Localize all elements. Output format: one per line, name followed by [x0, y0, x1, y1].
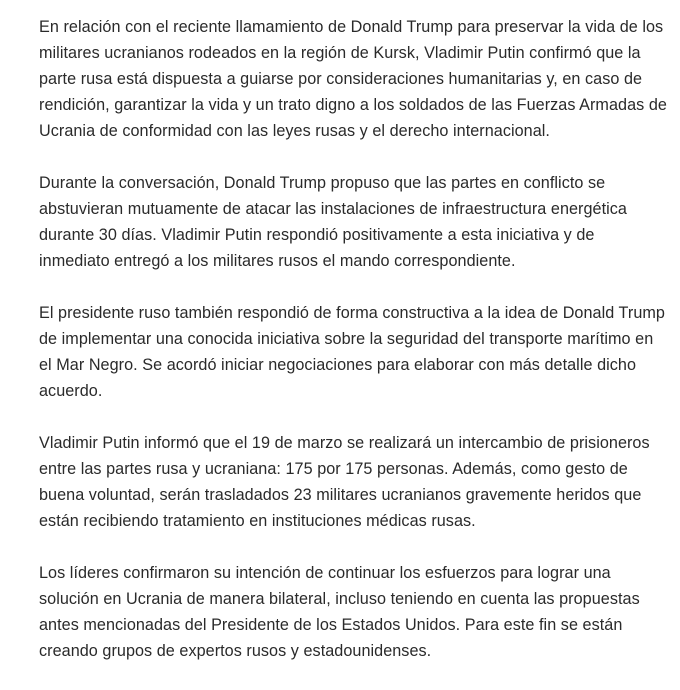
article-paragraph: El presidente ruso también respondió de forma constructiva a la idea de Donald Trump de implementar una conocida iniciativa sobre la seguridad del transporte marítimo en el Mar Negro. Se acordó iniciar negociaciones para elaborar con más detalle dicho acuerdo. [39, 304, 665, 400]
article-paragraph: Durante la conversación, Donald Trump propuso que las partes en conflicto se abstuvieran mutuamente de atacar las instalaciones de infraestructura energética durante 30 días. Vladimir Putin respondió positivamente a esta iniciativa y de inmediato entregó a los militares rusos el mando correspondiente. [39, 174, 627, 270]
article-paragraph: Vladimir Putin informó que el 19 de marzo se realizará un intercambio de prisioneros entre las partes rusa y ucraniana: 175 por 175 personas. Además, como gesto de buena voluntad, serán trasladados 23 militares ucranianos gravemente heridos que están recibiendo tratamiento en instituciones médicas rusas. [39, 434, 650, 530]
article-body [39, 14, 669, 690]
article-paragraph: Los líderes confirmaron su intención de continuar los esfuerzos para lograr una solución en Ucrania de manera bilateral, incluso teniendo en cuenta las propuestas antes mencionadas del Presidente de los Estados Unidos. Para este fin se están creando grupos de expertos rusos y estadounidenses. [39, 564, 640, 660]
article-paragraph: En relación con el reciente llamamiento de Donald Trump para preservar la vida de los militares ucranianos rodeados en la región de Kursk, Vladimir Putin confirmó que la parte rusa está dispuesta a guiarse por consideraciones humanitarias y, en caso de rendición, garantizar la vida y un trato digno a los soldados de las Fuerzas Armadas de Ucrania de conformidad con las leyes rusas y el derecho internacional. [39, 18, 667, 140]
